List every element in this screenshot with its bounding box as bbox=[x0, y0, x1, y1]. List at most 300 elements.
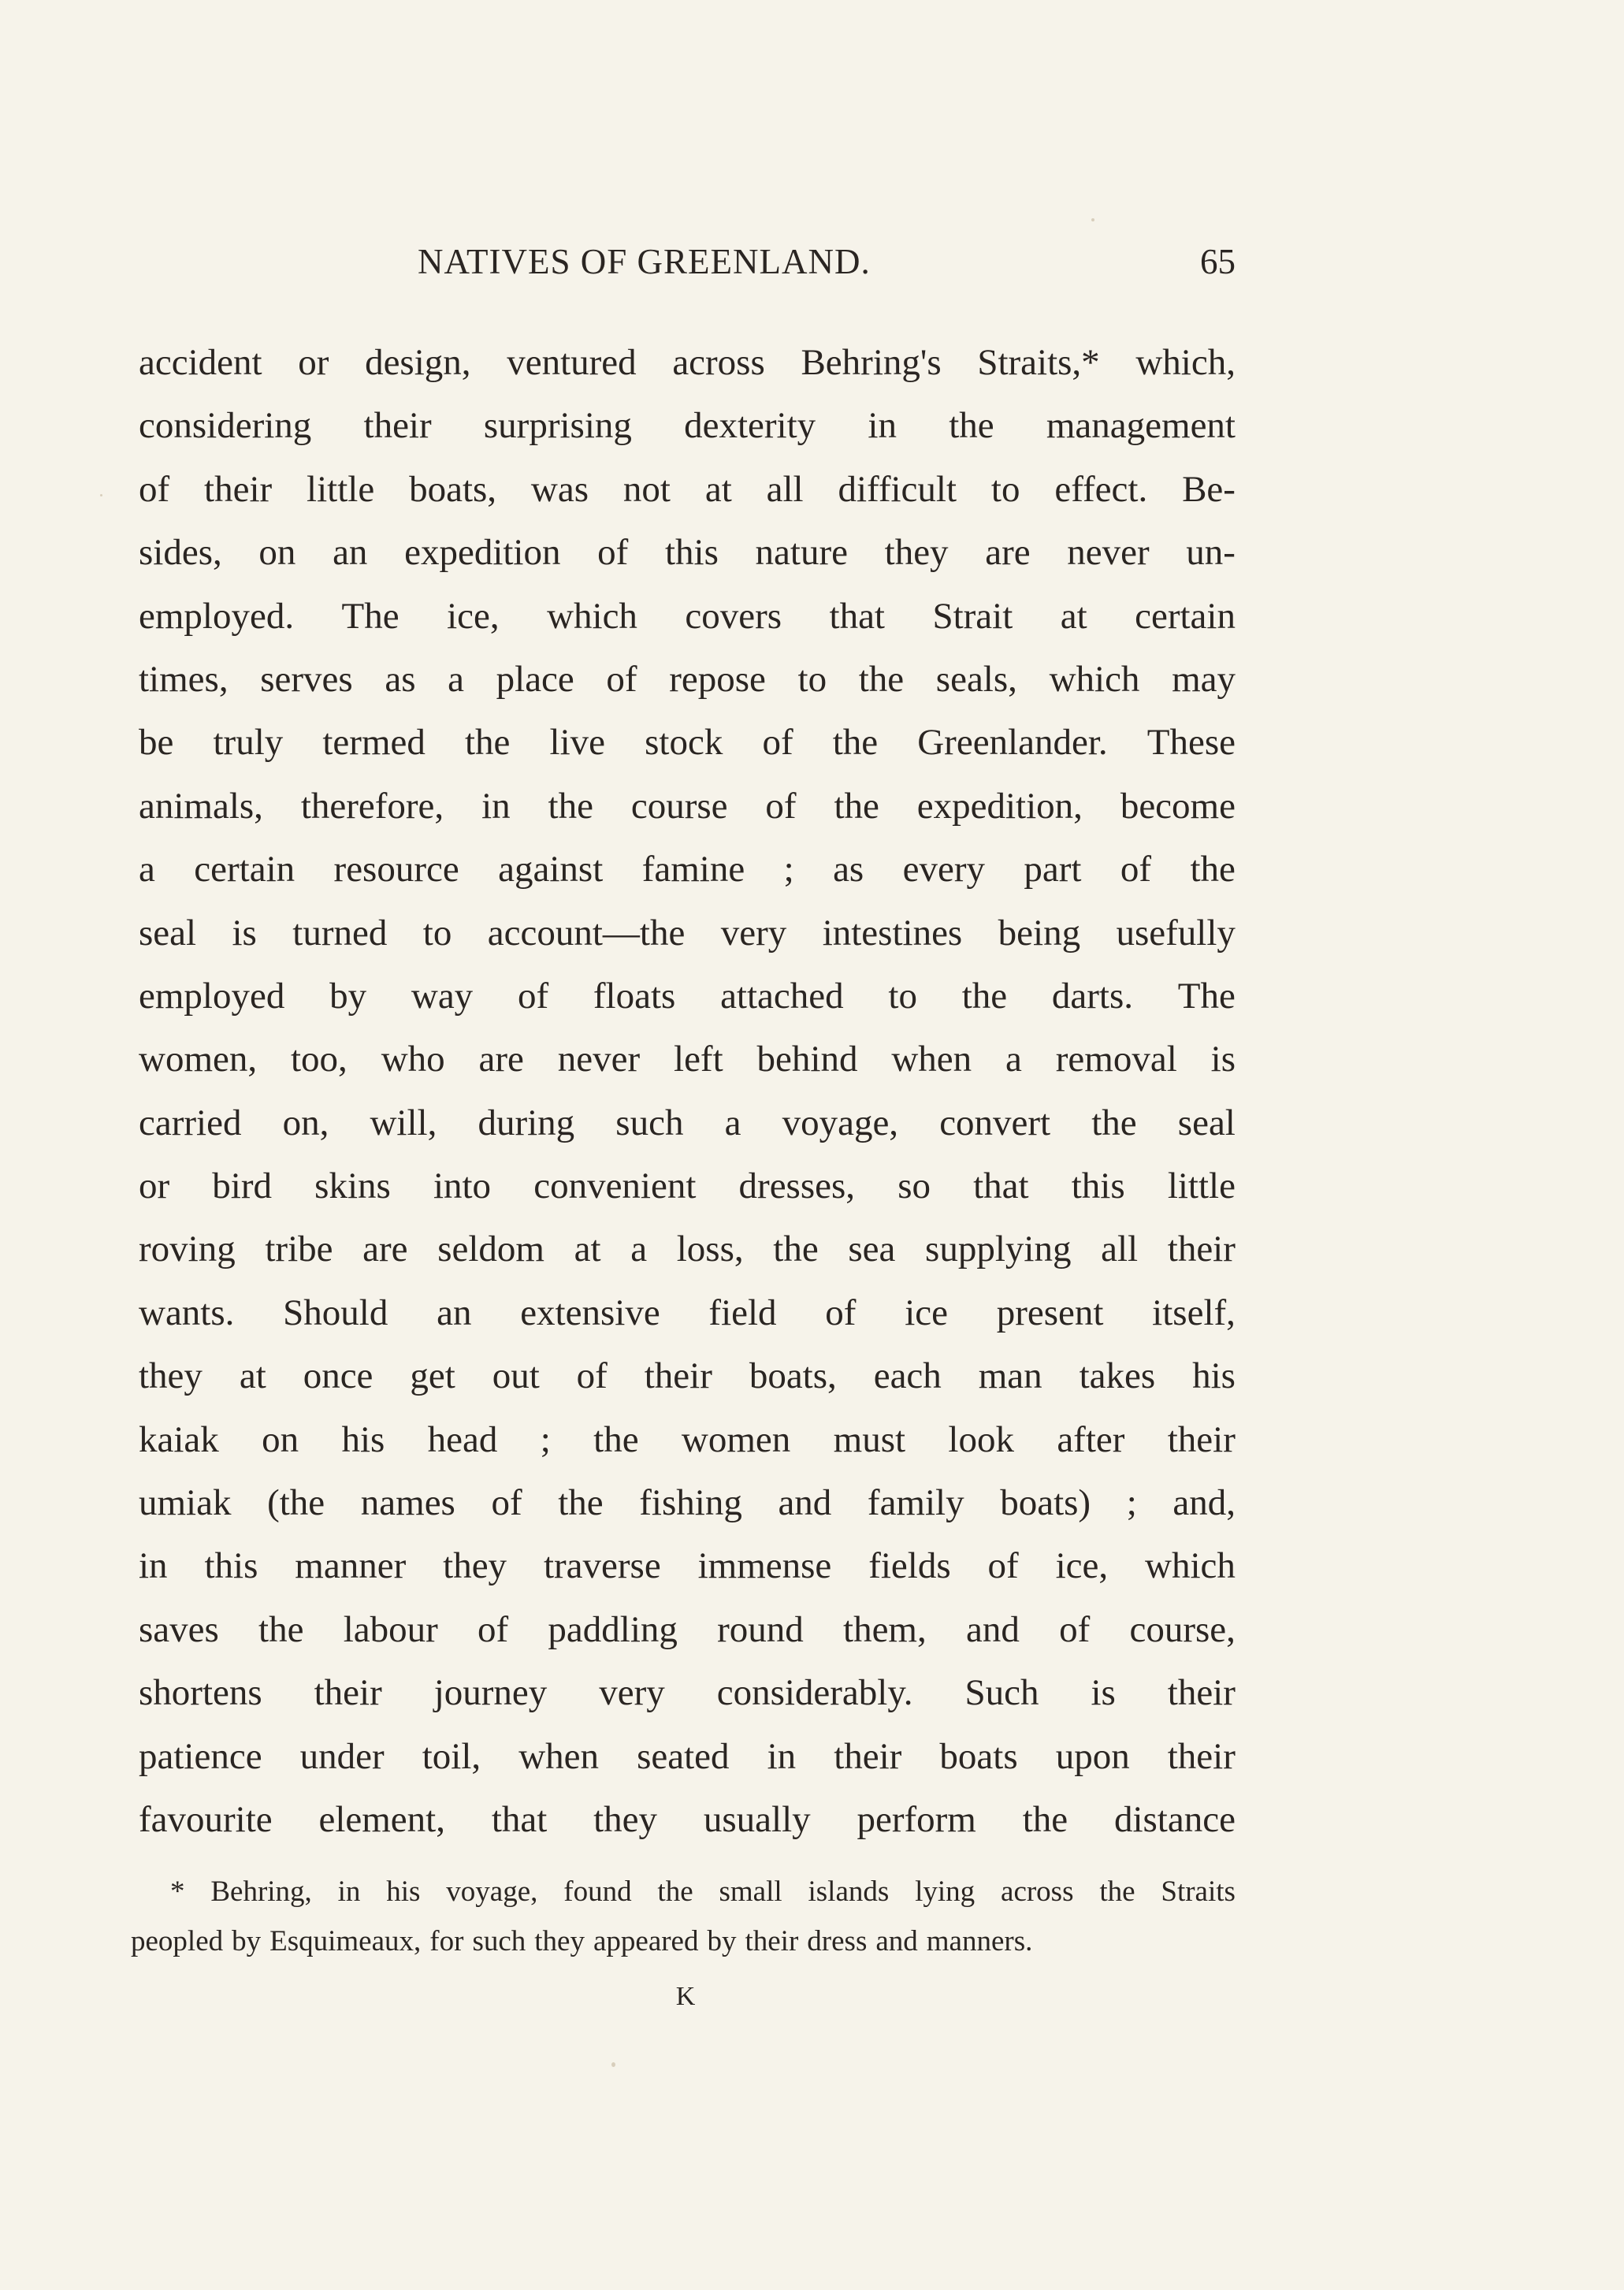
text-line bbox=[139, 1661, 1236, 1724]
word: which bbox=[1049, 658, 1140, 700]
word: seated bbox=[637, 1735, 730, 1777]
word: Strait bbox=[932, 595, 1013, 637]
word: effect. bbox=[1054, 468, 1148, 510]
word: appeared bbox=[593, 1925, 699, 1957]
word: favourite bbox=[139, 1798, 273, 1840]
word: the bbox=[548, 785, 593, 827]
word: ice bbox=[905, 1292, 948, 1333]
word: roving bbox=[139, 1229, 236, 1270]
word: of bbox=[478, 1608, 509, 1650]
word: the bbox=[464, 722, 511, 764]
text-line bbox=[139, 648, 1236, 711]
word: small bbox=[719, 1875, 782, 1908]
word: after bbox=[1057, 1418, 1125, 1460]
word: their bbox=[1167, 1418, 1236, 1460]
word: repose bbox=[669, 658, 766, 700]
word: being bbox=[998, 912, 1081, 954]
word: a bbox=[448, 658, 464, 700]
text-line bbox=[139, 902, 1236, 965]
word: voyage, bbox=[782, 1102, 899, 1143]
word: get bbox=[410, 1355, 455, 1397]
word: fields bbox=[868, 1545, 951, 1587]
main-text bbox=[139, 331, 1236, 1851]
word: and bbox=[875, 1925, 918, 1957]
footnote-line bbox=[131, 1867, 1236, 1916]
word: boats bbox=[939, 1735, 1018, 1777]
word: and bbox=[965, 1608, 1020, 1650]
word: ice, bbox=[447, 595, 500, 637]
paper-speck bbox=[100, 494, 102, 496]
word: traverse bbox=[543, 1545, 661, 1587]
word: at bbox=[704, 468, 732, 510]
word: too, bbox=[291, 1039, 347, 1080]
word: Such bbox=[964, 1672, 1039, 1714]
word: itself, bbox=[1152, 1292, 1236, 1333]
word: certain bbox=[1135, 595, 1236, 637]
text-line bbox=[139, 1344, 1236, 1407]
word: manner bbox=[295, 1545, 407, 1587]
word: loss, bbox=[676, 1229, 744, 1270]
word: who bbox=[381, 1039, 445, 1080]
word: which bbox=[547, 595, 637, 637]
word: boats, bbox=[409, 468, 497, 510]
word: their bbox=[745, 1925, 799, 1957]
word: Greenlander. bbox=[917, 722, 1108, 764]
word: an bbox=[333, 532, 368, 574]
word: the bbox=[858, 658, 905, 700]
word: they bbox=[884, 532, 949, 574]
word: usefully bbox=[1116, 912, 1236, 954]
text-line bbox=[139, 1471, 1236, 1534]
word: left bbox=[674, 1039, 723, 1080]
word: all bbox=[1101, 1229, 1139, 1270]
text-line bbox=[139, 1598, 1236, 1661]
word: which, bbox=[1135, 342, 1236, 383]
word: of bbox=[1059, 1608, 1091, 1650]
word: into bbox=[433, 1165, 492, 1207]
word: their bbox=[644, 1355, 712, 1397]
word: of bbox=[762, 722, 793, 764]
word: be bbox=[139, 722, 174, 764]
word: convert bbox=[939, 1102, 1051, 1143]
word: by bbox=[329, 975, 367, 1017]
word: sides, bbox=[139, 532, 222, 574]
paper-speck bbox=[1091, 218, 1094, 221]
word: of bbox=[576, 1355, 608, 1397]
word: under bbox=[299, 1735, 385, 1777]
word: course bbox=[630, 785, 728, 827]
word: perform bbox=[857, 1798, 976, 1840]
word: expedition bbox=[404, 532, 561, 574]
word: of bbox=[1120, 849, 1152, 890]
word: on bbox=[262, 1418, 299, 1460]
word: famine bbox=[641, 849, 745, 890]
word: skins bbox=[314, 1165, 391, 1207]
text-line bbox=[139, 775, 1236, 838]
word: will, bbox=[370, 1102, 437, 1143]
word: is bbox=[1091, 1672, 1116, 1714]
word: which bbox=[1145, 1545, 1236, 1587]
word: (the bbox=[267, 1482, 325, 1524]
word: to bbox=[422, 912, 452, 954]
word: dexterity bbox=[684, 405, 816, 447]
word: they bbox=[443, 1545, 507, 1587]
text-line bbox=[139, 965, 1236, 1028]
word: the bbox=[1022, 1798, 1068, 1840]
word: their bbox=[834, 1735, 902, 1777]
word: out bbox=[492, 1355, 540, 1397]
word: the bbox=[593, 1418, 639, 1460]
word: every bbox=[902, 849, 985, 890]
word: turned bbox=[292, 912, 388, 954]
word: the bbox=[657, 1875, 693, 1908]
word: on, bbox=[282, 1102, 329, 1143]
word: stock bbox=[645, 722, 723, 764]
word: journey bbox=[433, 1672, 548, 1714]
word: therefore, bbox=[300, 785, 444, 827]
word: for bbox=[429, 1925, 464, 1957]
word: employed bbox=[139, 975, 285, 1017]
word: the bbox=[961, 975, 1008, 1017]
word: ; bbox=[540, 1418, 551, 1460]
word: such bbox=[615, 1102, 684, 1143]
word: they bbox=[593, 1798, 658, 1840]
word: in bbox=[868, 405, 897, 447]
word: his bbox=[341, 1418, 385, 1460]
word: never bbox=[1067, 532, 1150, 574]
word: their bbox=[204, 468, 273, 510]
word: must bbox=[833, 1418, 906, 1460]
word: floats bbox=[593, 975, 676, 1017]
word: the bbox=[558, 1482, 604, 1524]
word: difficult bbox=[838, 468, 957, 510]
word: seldom bbox=[437, 1229, 544, 1270]
word: attached bbox=[720, 975, 844, 1017]
text-line bbox=[139, 585, 1236, 648]
running-head: NATIVES OF GREENLAND. bbox=[418, 242, 871, 281]
word: course, bbox=[1129, 1608, 1236, 1650]
word: family bbox=[867, 1482, 964, 1524]
word: of bbox=[597, 532, 629, 574]
word: manners. bbox=[926, 1925, 1033, 1957]
word: Should bbox=[283, 1292, 388, 1333]
word: in bbox=[481, 785, 511, 827]
word: of bbox=[139, 468, 170, 510]
word: to bbox=[888, 975, 917, 1017]
word: so bbox=[897, 1165, 931, 1207]
word: as bbox=[385, 658, 416, 700]
word: their bbox=[1167, 1229, 1236, 1270]
word: Esquimeaux, bbox=[269, 1925, 422, 1957]
word: of bbox=[491, 1482, 522, 1524]
word: across bbox=[1001, 1875, 1074, 1908]
word: dresses, bbox=[738, 1165, 856, 1207]
word: all bbox=[766, 468, 804, 510]
word: head bbox=[427, 1418, 498, 1460]
word: of bbox=[517, 975, 549, 1017]
word: in bbox=[139, 1545, 168, 1587]
word: ice, bbox=[1055, 1545, 1109, 1587]
word: serves bbox=[260, 658, 353, 700]
word: dress bbox=[807, 1925, 868, 1957]
word: boats) bbox=[1000, 1482, 1091, 1524]
word: islands bbox=[808, 1875, 890, 1908]
word: accident bbox=[139, 342, 262, 383]
word: man bbox=[978, 1355, 1042, 1397]
word: their bbox=[1167, 1735, 1236, 1777]
signature-mark: K bbox=[675, 1982, 696, 2011]
word: of bbox=[606, 658, 637, 700]
word: considering bbox=[139, 405, 312, 447]
word: they bbox=[139, 1355, 203, 1397]
word: expedition, bbox=[916, 785, 1083, 827]
word: to bbox=[797, 658, 827, 700]
word: convenient bbox=[533, 1165, 697, 1207]
word: sea bbox=[848, 1229, 896, 1270]
word: the bbox=[1091, 1102, 1137, 1143]
word: his bbox=[1192, 1355, 1236, 1397]
word: as bbox=[833, 849, 864, 890]
word: when bbox=[891, 1039, 972, 1080]
word: against bbox=[498, 849, 604, 890]
word: a bbox=[724, 1102, 741, 1143]
word: the bbox=[832, 722, 879, 764]
text-line bbox=[139, 1534, 1236, 1597]
word: employed. bbox=[139, 595, 295, 637]
word: un- bbox=[1186, 532, 1236, 574]
word: covers bbox=[685, 595, 782, 637]
word: an bbox=[437, 1292, 472, 1333]
word: labour bbox=[343, 1608, 438, 1650]
word: to bbox=[990, 468, 1020, 510]
word: peopled bbox=[131, 1925, 224, 1957]
word: supplying bbox=[925, 1229, 1072, 1270]
word: seal bbox=[1177, 1102, 1236, 1143]
word: each bbox=[873, 1355, 942, 1397]
word: or bbox=[139, 1165, 170, 1207]
word: are bbox=[985, 532, 1031, 574]
word: management bbox=[1046, 405, 1236, 447]
word: considerably. bbox=[716, 1672, 913, 1714]
word: women, bbox=[139, 1039, 258, 1080]
word: darts. bbox=[1051, 975, 1134, 1017]
word: certain bbox=[194, 849, 295, 890]
word: Behring's bbox=[801, 342, 942, 383]
word: once bbox=[303, 1355, 373, 1397]
word: termed bbox=[322, 722, 426, 764]
word: round bbox=[717, 1608, 804, 1650]
word: at bbox=[239, 1355, 266, 1397]
word: seals, bbox=[935, 658, 1017, 700]
word: intestines bbox=[822, 912, 963, 954]
word: way bbox=[411, 975, 474, 1017]
word: at bbox=[574, 1229, 601, 1270]
word: the bbox=[834, 785, 879, 827]
word: The bbox=[1177, 975, 1236, 1017]
word: the bbox=[1099, 1875, 1135, 1908]
page-number: 65 bbox=[1200, 242, 1236, 281]
word: their bbox=[363, 405, 432, 447]
word: carried bbox=[139, 1102, 242, 1143]
word: The bbox=[341, 595, 399, 637]
word: during bbox=[478, 1102, 575, 1143]
word: that bbox=[973, 1165, 1029, 1207]
word: them, bbox=[843, 1608, 927, 1650]
word: the bbox=[258, 1608, 304, 1650]
word: look bbox=[948, 1418, 1014, 1460]
word: present bbox=[996, 1292, 1104, 1333]
word: and, bbox=[1172, 1482, 1236, 1524]
text-line bbox=[139, 394, 1236, 457]
word: saves bbox=[139, 1608, 219, 1650]
word: part bbox=[1024, 849, 1082, 890]
word: the bbox=[1190, 849, 1236, 890]
word: tribe bbox=[265, 1229, 333, 1270]
word: boats, bbox=[749, 1355, 837, 1397]
page-header bbox=[139, 241, 1236, 288]
word: is bbox=[1210, 1039, 1236, 1080]
word: design, bbox=[365, 342, 471, 383]
text-line bbox=[139, 1725, 1236, 1788]
word: of bbox=[825, 1292, 857, 1333]
word: this bbox=[1071, 1165, 1125, 1207]
word: never bbox=[557, 1039, 641, 1080]
word: ; bbox=[1126, 1482, 1137, 1524]
word: the bbox=[773, 1229, 819, 1270]
word: is bbox=[232, 912, 257, 954]
word: little bbox=[307, 468, 375, 510]
word: toil, bbox=[422, 1735, 481, 1777]
word: account—the bbox=[487, 912, 686, 954]
paper-speck bbox=[611, 2062, 615, 2067]
word: on bbox=[258, 532, 296, 574]
word: upon bbox=[1055, 1735, 1130, 1777]
word: Straits,* bbox=[977, 342, 1100, 383]
word: Straits bbox=[1161, 1875, 1236, 1908]
word: Behring, bbox=[210, 1875, 312, 1908]
text-line bbox=[139, 1091, 1236, 1154]
word: of bbox=[765, 785, 797, 827]
word: of bbox=[987, 1545, 1019, 1587]
word: umiak bbox=[139, 1482, 232, 1524]
word: behind bbox=[756, 1039, 858, 1080]
word: usually bbox=[703, 1798, 811, 1840]
word: immense bbox=[697, 1545, 832, 1587]
word: their bbox=[1167, 1672, 1236, 1714]
word: or bbox=[298, 342, 329, 383]
word: little bbox=[1167, 1165, 1236, 1207]
word: was bbox=[530, 468, 589, 510]
word: truly bbox=[213, 722, 284, 764]
text-line bbox=[139, 458, 1236, 521]
word: they bbox=[534, 1925, 585, 1957]
word: ventured bbox=[507, 342, 637, 383]
word: paddling bbox=[548, 1608, 678, 1650]
word: live bbox=[549, 722, 605, 764]
word: his bbox=[386, 1875, 421, 1908]
word: These bbox=[1146, 722, 1236, 764]
word: may bbox=[1172, 658, 1236, 700]
word: element, bbox=[318, 1798, 445, 1840]
word: by bbox=[707, 1925, 737, 1957]
word: when bbox=[518, 1735, 600, 1777]
text-line bbox=[139, 711, 1236, 774]
word: found bbox=[563, 1875, 632, 1908]
text-line bbox=[139, 331, 1236, 394]
word: not bbox=[622, 468, 671, 510]
word: times, bbox=[139, 658, 229, 700]
word: this bbox=[664, 532, 719, 574]
word: women bbox=[681, 1418, 791, 1460]
word: by bbox=[232, 1925, 262, 1957]
word: very bbox=[599, 1672, 665, 1714]
word: kaiak bbox=[139, 1418, 219, 1460]
word: * bbox=[170, 1875, 185, 1908]
word: that bbox=[491, 1798, 548, 1840]
word: extensive bbox=[520, 1292, 660, 1333]
word: in bbox=[337, 1875, 361, 1908]
word: seal bbox=[139, 912, 197, 954]
word: ; bbox=[783, 849, 794, 890]
word: at bbox=[1060, 595, 1087, 637]
text-line bbox=[139, 1408, 1236, 1471]
word: this bbox=[204, 1545, 258, 1587]
word: become bbox=[1120, 785, 1236, 827]
word: takes bbox=[1079, 1355, 1156, 1397]
word: surprising bbox=[483, 405, 632, 447]
word: patience bbox=[139, 1735, 262, 1777]
word: removal bbox=[1055, 1039, 1177, 1080]
word: across bbox=[672, 342, 765, 383]
word: names bbox=[360, 1482, 455, 1524]
word: Be- bbox=[1182, 468, 1236, 510]
word: that bbox=[829, 595, 885, 637]
text-line bbox=[139, 838, 1236, 901]
word: are bbox=[362, 1229, 408, 1270]
word: field bbox=[708, 1292, 777, 1333]
word: wants. bbox=[139, 1292, 235, 1333]
word: the bbox=[949, 405, 994, 447]
word: such bbox=[472, 1925, 526, 1957]
footnote bbox=[131, 1867, 1236, 1966]
word: fishing bbox=[639, 1482, 742, 1524]
word: nature bbox=[755, 532, 848, 574]
text-line bbox=[139, 1154, 1236, 1217]
word: very bbox=[720, 912, 787, 954]
word: and bbox=[778, 1482, 832, 1524]
word: are bbox=[478, 1039, 524, 1080]
word: bird bbox=[212, 1165, 273, 1207]
text-line bbox=[139, 1028, 1236, 1091]
word: lying bbox=[915, 1875, 976, 1908]
text-line bbox=[139, 1788, 1236, 1851]
word: shortens bbox=[139, 1672, 262, 1714]
text-line bbox=[139, 1281, 1236, 1344]
text-line bbox=[139, 1217, 1236, 1281]
footnote-line bbox=[131, 1916, 1236, 1966]
word: a bbox=[1005, 1039, 1022, 1080]
word: a bbox=[630, 1229, 648, 1270]
word: resource bbox=[333, 849, 459, 890]
word: distance bbox=[1113, 1798, 1236, 1840]
word: a bbox=[139, 849, 155, 890]
word: place bbox=[496, 658, 574, 700]
word: animals, bbox=[139, 785, 263, 827]
word: voyage, bbox=[446, 1875, 538, 1908]
word: their bbox=[314, 1672, 382, 1714]
text-line bbox=[139, 521, 1236, 584]
word: in bbox=[767, 1735, 797, 1777]
